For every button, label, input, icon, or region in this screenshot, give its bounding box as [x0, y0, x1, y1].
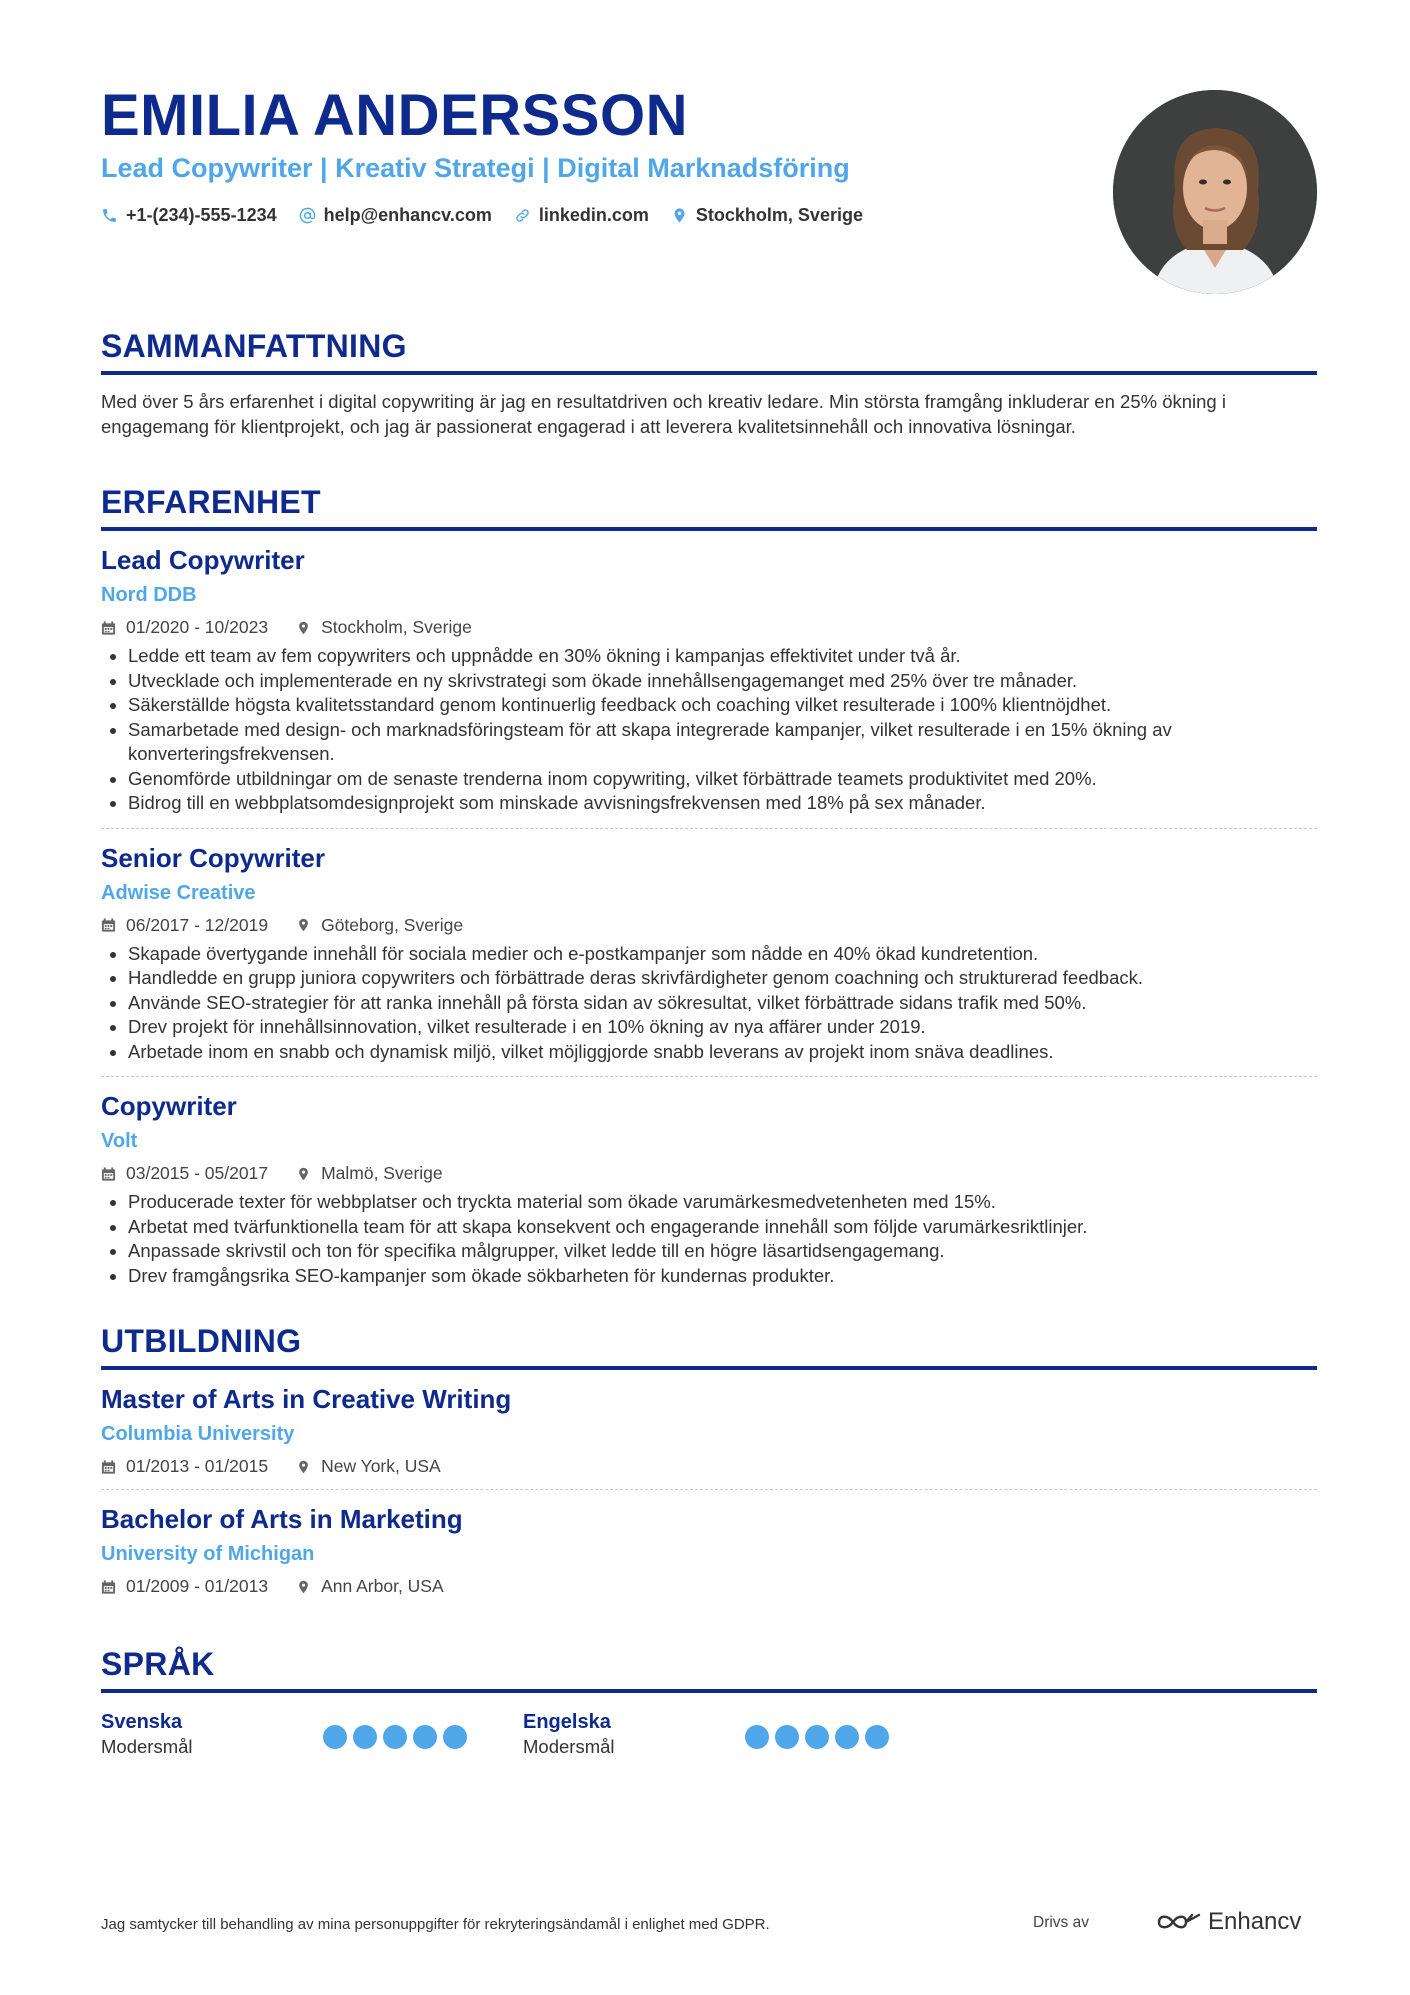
contact-phone[interactable]: [101, 205, 277, 226]
education-section: [101, 1323, 1317, 1597]
experience-heading: ERFARENHET: [101, 484, 321, 520]
job-title: Copywriter: [101, 1091, 237, 1121]
brand-name: Enhancv: [1208, 1908, 1302, 1935]
list-item: • Producerade texter för webbplatser och tryckta material som ökade varumärkesmedvetenheten med 15%.: [128, 1190, 1317, 1215]
experience-section: [101, 484, 1317, 1288]
location-text: New York, USA: [321, 1456, 441, 1476]
language-level: Modersmål: [523, 1736, 615, 1757]
language-text: [101, 1711, 323, 1758]
resume-header: [101, 0, 1317, 320]
education-entry: [101, 1384, 1317, 1477]
dates-text: 01/2009 - 01/2013: [126, 1576, 269, 1596]
section-divider: [101, 527, 1317, 531]
location-pin-icon: [296, 1166, 311, 1182]
list-item: • Använde SEO-strategier för att ranka innehåll på första sidan av sökresultat, vilket förbättrade sidans trafik med 50%.: [128, 991, 1317, 1016]
list-item: • Handledde en grupp juniora copywriters och förbättrade deras skrivfärdigheter genom coachning och strukturerad feedback.: [128, 966, 1317, 991]
education-location: [296, 1456, 441, 1477]
degree-title: Bachelor of Arts in Marketing: [101, 1504, 463, 1534]
proficiency-dot: [865, 1725, 889, 1749]
list-item: • Drev projekt för innehållsinnovation, vilket resulterade i en 10% ökning av nya affärer under 2019.: [128, 1015, 1317, 1040]
location-pin-icon: [296, 917, 311, 933]
entry-divider: [101, 828, 1317, 829]
job-bullets: [101, 644, 1317, 816]
job-meta: [101, 1163, 1317, 1184]
job-title: Senior Copywriter: [101, 842, 325, 873]
proficiency-dots: [323, 1725, 467, 1758]
list-item: • Arbetat med tvärfunktionella team för att skapa konsekvent och engagerande innehåll som följde varumärkesriktlinjer.: [128, 1215, 1317, 1240]
degree-title: Master of Arts in Creative Writing: [101, 1384, 512, 1414]
link-icon: [514, 207, 531, 224]
proficiency-dot: [745, 1725, 769, 1749]
company-name: Volt: [101, 1130, 138, 1152]
job-title: Lead Copywriter: [101, 545, 305, 575]
location-pin-icon: [296, 620, 311, 636]
summary-section: [101, 328, 1317, 439]
school-name: University of Michigan: [101, 1543, 315, 1565]
languages-section: [101, 1646, 1317, 1758]
job-entry: [101, 545, 1317, 816]
list-item: • Skapade övertygande innehåll för sociala medier och e-postkampanjer som nådde en 40% ökad kundretention.: [128, 942, 1317, 967]
language-name: Engelska: [523, 1711, 611, 1733]
education-dates: [101, 1576, 268, 1597]
job-dates: [101, 915, 268, 936]
proficiency-dot: [805, 1725, 829, 1749]
language-item: [101, 1711, 523, 1758]
job-location: [296, 617, 472, 638]
calendar-icon: [101, 620, 116, 636]
page-footer: [101, 1908, 1317, 1940]
resume-page: [101, 0, 1317, 1757]
job-entry: [101, 843, 1317, 1065]
language-item: [523, 1711, 945, 1758]
contact-row: [101, 205, 863, 226]
candidate-name: EMILIA ANDERSSON: [101, 83, 688, 148]
profile-photo: [1113, 90, 1317, 294]
language-level: Modersmål: [101, 1736, 193, 1757]
list-item: • Drev framgångsrika SEO-kampanjer som ökade sökbarheten för kundernas produkter.: [128, 1264, 1317, 1289]
location-text: Stockholm, Sverige: [321, 617, 472, 637]
languages-heading: SPRÅK: [101, 1646, 215, 1682]
job-location: [296, 915, 463, 936]
job-entry: [101, 1091, 1317, 1288]
company-name: Nord DDB: [101, 584, 197, 606]
proficiency-dot: [443, 1725, 467, 1749]
location-text: Malmö, Sverige: [321, 1163, 443, 1183]
list-item: • Ledde ett team av fem copywriters och uppnådde en 30% ökning i kampanjas effektivitet under två år.: [128, 644, 1317, 669]
summary-heading: SAMMANFATTNING: [101, 328, 407, 364]
education-entry: [101, 1504, 1317, 1597]
dates-text: 03/2015 - 05/2017: [126, 1163, 269, 1183]
summary-text: Med över 5 års erfarenhet i digital copywriting är jag en resultatdriven och kreativ ledare. Min största framgång inkluderar en 25% ökning i engagemang för klientprojekt, och jag är passionerat engagerad i att leverera kvalitetsinnehåll och innovativa lösningar.: [101, 391, 1226, 437]
dates-text: 01/2020 - 10/2023: [126, 617, 269, 637]
contact-email[interactable]: [299, 205, 492, 226]
calendar-icon: [101, 1579, 116, 1595]
job-meta: [101, 915, 1317, 936]
location-text: Göteborg, Sverige: [321, 914, 464, 935]
company-name: Adwise Creative: [101, 881, 256, 904]
job-dates: [101, 617, 268, 638]
dates-text: 06/2017 - 12/2019: [126, 914, 269, 935]
list-item: • Genomförde utbildningar om de senaste trenderna inom copywriting, vilket förbättrade teamets produktivitet med 20%.: [128, 767, 1317, 792]
location-pin-icon: [296, 1459, 311, 1475]
headline: Lead Copywriter | Kreativ Strategi | Digital Marknadsföring: [101, 153, 850, 183]
list-item: • Samarbetade med design- och marknadsföringsteam för att skapa integrerade kampanjer, vilket resulterade i en 15% ökning av konverteringsfrekvensen.: [128, 718, 1317, 767]
location-text: Ann Arbor, USA: [321, 1576, 444, 1596]
entry-divider: [101, 1489, 1317, 1490]
location-pin-icon: [671, 207, 688, 224]
enhancv-brand[interactable]: [1156, 1908, 1301, 1936]
education-meta: [101, 1456, 1317, 1477]
calendar-icon: [101, 1166, 116, 1182]
proficiency-dot: [835, 1725, 859, 1749]
calendar-icon: [101, 1459, 116, 1475]
gdpr-consent-text: Jag samtycker till behandling av mina personuppgifter för rekryteringsändamål i enlighet med GDPR.: [101, 1916, 770, 1933]
job-bullets: [101, 1190, 1317, 1288]
language-text: [523, 1711, 745, 1758]
education-dates: [101, 1456, 268, 1477]
language-name: Svenska: [101, 1711, 183, 1733]
list-item: • Utvecklade och implementerade en ny skrivstrategi som ökade innehållsengagemanget med 25% över tre månader.: [128, 669, 1317, 694]
dates-text: 01/2013 - 01/2015: [126, 1456, 269, 1476]
list-item: • Arbetade inom en snabb och dynamisk miljö, vilket möjliggjorde snabb leverans av projekt inom snäva deadlines.: [128, 1040, 1317, 1065]
phone-text: +1-(234)-555-1234: [126, 205, 277, 225]
proficiency-dot: [353, 1725, 377, 1749]
enhancv-logo-icon: [1156, 1910, 1202, 1934]
school-name: Columbia University: [101, 1423, 295, 1445]
location-text: Stockholm, Sverige: [695, 205, 863, 225]
education-location: [296, 1576, 444, 1597]
proficiency-dot: [383, 1725, 407, 1749]
entry-divider: [101, 1076, 1317, 1077]
linkedin-text: linkedin.com: [538, 205, 649, 225]
at-icon: [299, 207, 316, 224]
section-divider: [101, 1689, 1317, 1693]
list-item: • Säkerställde högsta kvalitetsstandard genom kontinuerlig feedback och coaching vilket resulterade i 100% klientnöjdhet.: [128, 693, 1317, 718]
powered-by-text: Drivs av: [1033, 1914, 1089, 1931]
section-divider: [101, 1366, 1317, 1370]
phone-icon: [101, 207, 118, 224]
proficiency-dots: [745, 1725, 889, 1758]
section-divider: [101, 371, 1317, 375]
job-location: [296, 1163, 443, 1184]
location-pin-icon: [296, 1579, 311, 1595]
proficiency-dot: [413, 1725, 437, 1749]
list-item: • Bidrog till en webbplatsomdesignprojekt som minskade avvisningsfrekvensen med 18% på sex månader.: [128, 791, 1317, 816]
proficiency-dot: [775, 1725, 799, 1749]
calendar-icon: [101, 917, 116, 933]
languages-list: [101, 1711, 1317, 1758]
job-meta: [101, 617, 1317, 638]
education-meta: [101, 1576, 1317, 1597]
job-bullets: [101, 942, 1317, 1065]
job-dates: [101, 1163, 268, 1184]
proficiency-dot: [323, 1725, 347, 1749]
list-item: • Anpassade skrivstil och ton för specifika målgrupper, vilket ledde till en högre läsartidsengagemang.: [128, 1239, 1317, 1264]
education-heading: UTBILDNING: [101, 1323, 302, 1359]
contact-linkedin[interactable]: [514, 205, 649, 226]
contact-location: [671, 205, 863, 226]
email-text: help@enhancv.com: [323, 205, 492, 225]
